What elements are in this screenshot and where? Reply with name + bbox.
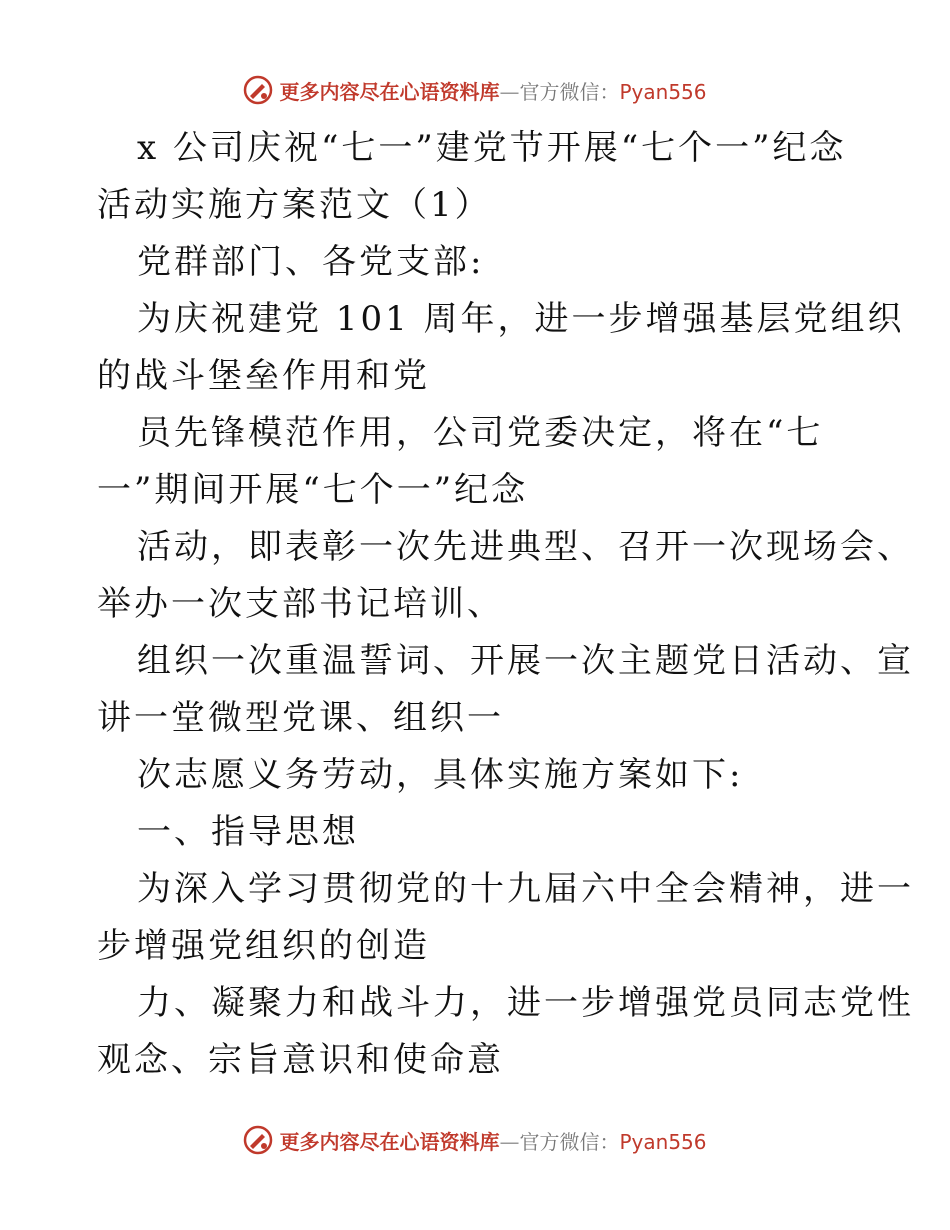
- banner-wechat-id: Pyan556: [619, 79, 707, 104]
- banner-label: 官方微信：: [519, 79, 620, 104]
- banner-label: 官方微信：: [519, 1129, 620, 1154]
- banner-text: [279, 76, 706, 105]
- document-line: 步增强党组织的创造: [97, 926, 430, 966]
- document-line: 的战斗堡垒作用和党: [97, 356, 430, 396]
- document-line: 一”期间开展“七个一”纪念: [97, 470, 529, 510]
- document-line: 活动，即表彰一次先进典型、召开一次现场会、: [137, 527, 914, 567]
- document-line: 为深入学习贯彻党的十九届六中全会精神，进一: [137, 869, 914, 909]
- header-banner: [0, 70, 950, 110]
- brand-logo-icon: [243, 75, 273, 105]
- document-line: 力、凝聚力和战斗力，进一步增强党员同志党性: [137, 983, 914, 1023]
- banner-text: [279, 1126, 706, 1155]
- document-line: 党群部门、各党支部:: [137, 242, 485, 282]
- document-line: 为庆祝建党 101 周年，进一步增强基层党组织: [137, 299, 905, 339]
- banner-dash: —: [499, 79, 520, 104]
- document-line: x 公司庆祝“七一”建党节开展“七个一”纪念: [137, 128, 847, 168]
- document-line: 员先锋模范作用，公司党委决定，将在“七: [137, 413, 824, 453]
- document-line: 一、指导思想: [137, 812, 359, 852]
- document-line: 举办一次支部书记培训、: [97, 584, 504, 624]
- banner-prefix: 更多内容尽在心语资料库: [279, 79, 500, 104]
- document-line: 观念、宗旨意识和使命意: [97, 1040, 504, 1080]
- document-line: 活动实施方案范文（1）: [97, 185, 492, 225]
- document-line: 讲一堂微型党课、组织一: [97, 698, 504, 738]
- banner-wechat-id: Pyan556: [619, 1129, 707, 1154]
- banner-dash: —: [499, 1129, 520, 1154]
- brand-logo-icon: [243, 1125, 273, 1155]
- document-line: 组织一次重温誓词、开展一次主题党日活动、宣: [137, 641, 914, 681]
- banner-prefix: 更多内容尽在心语资料库: [279, 1129, 500, 1154]
- document-body: [97, 120, 914, 1089]
- footer-banner: [0, 1120, 950, 1160]
- document-line: 次志愿义务劳动，具体实施方案如下:: [137, 755, 744, 795]
